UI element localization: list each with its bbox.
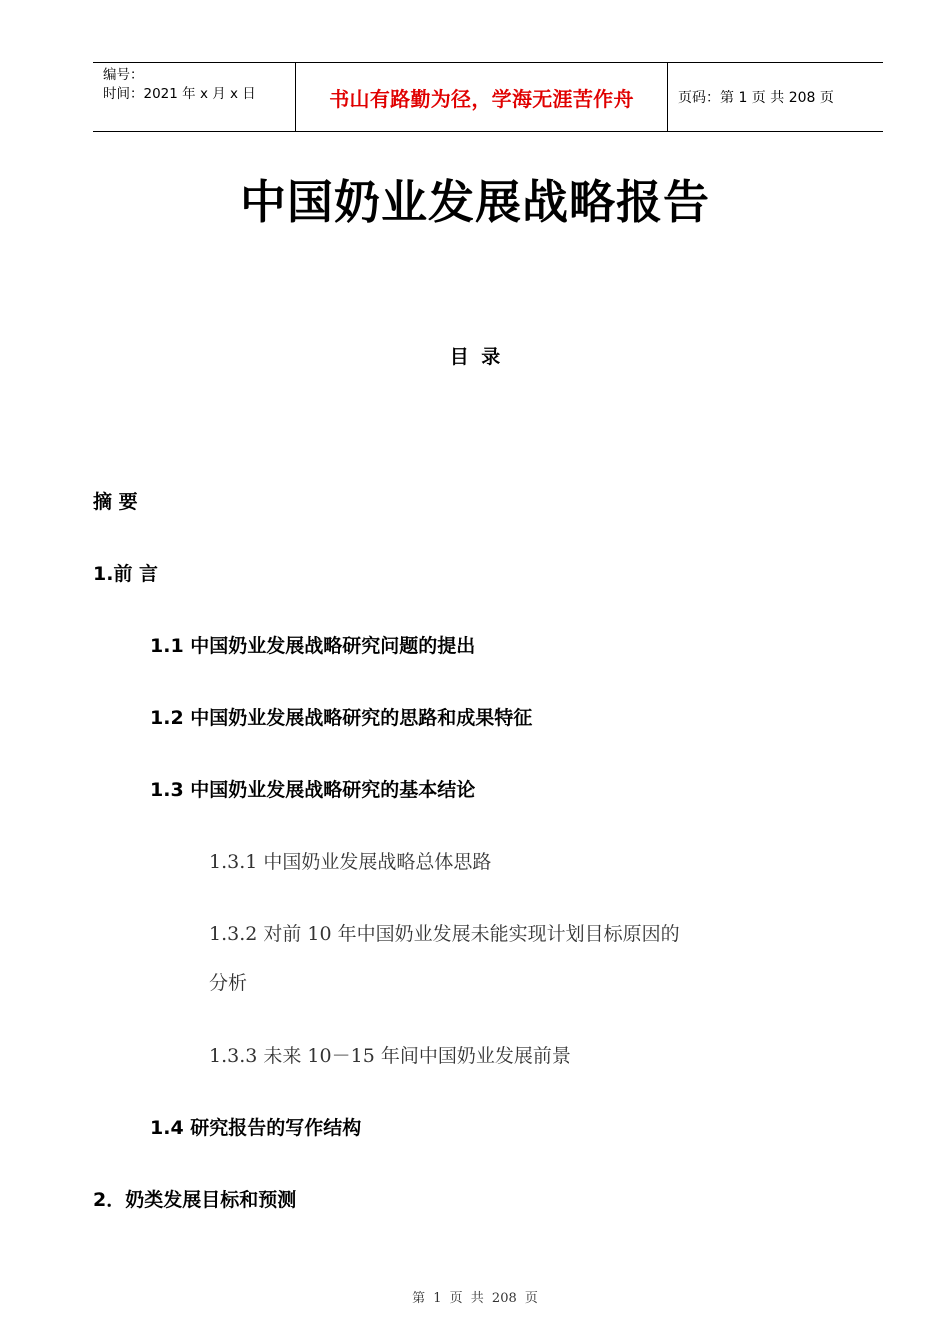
header-page-info-cell	[668, 63, 883, 131]
toc-item-preface[interactable]: 1.前 言	[93, 563, 159, 585]
toc-item-1-2[interactable]: 1.2 中国奶业发展战略研究的思路和成果特征	[150, 707, 533, 729]
toc-item-2[interactable]: 2．奶类发展目标和预测	[93, 1189, 297, 1211]
document-title: 中国奶业发展战略报告	[240, 175, 710, 229]
header-motto-cell	[295, 63, 668, 131]
toc-heading: 目 录	[449, 346, 501, 368]
page-footer: 第 1 页 共 208 页	[412, 1291, 538, 1306]
toc-item-1-1[interactable]: 1.1 中国奶业发展战略研究问题的提出	[150, 635, 476, 657]
toc-item-1-3-1[interactable]: 1.3.1 中国奶业发展战略总体思路	[209, 851, 492, 873]
header-meta	[93, 63, 295, 131]
document-time-label: 时间：2021 年 x 月 x 日	[103, 86, 256, 102]
toc-item-abstract[interactable]: 摘 要	[93, 491, 138, 513]
toc-item-1-3-2-continued[interactable]: 分析	[209, 972, 248, 994]
header-page-info: 页码：第 1 页 共 208 页	[678, 90, 834, 106]
page-header	[93, 62, 883, 132]
toc-item-1-4[interactable]: 1.4 研究报告的写作结构	[150, 1117, 362, 1139]
toc-item-1-3[interactable]: 1.3 中国奶业发展战略研究的基本结论	[150, 779, 476, 801]
toc-item-1-3-2[interactable]: 1.3.2 对前 10 年中国奶业发展未能实现计划目标原因的	[209, 923, 680, 945]
header-motto: 书山有路勤为径，学海无涯苦作舟	[329, 86, 634, 111]
document-number-label: 编号：	[103, 67, 144, 83]
toc-item-1-3-3[interactable]: 1.3.3 未来 10－15 年间中国奶业发展前景	[209, 1045, 571, 1067]
